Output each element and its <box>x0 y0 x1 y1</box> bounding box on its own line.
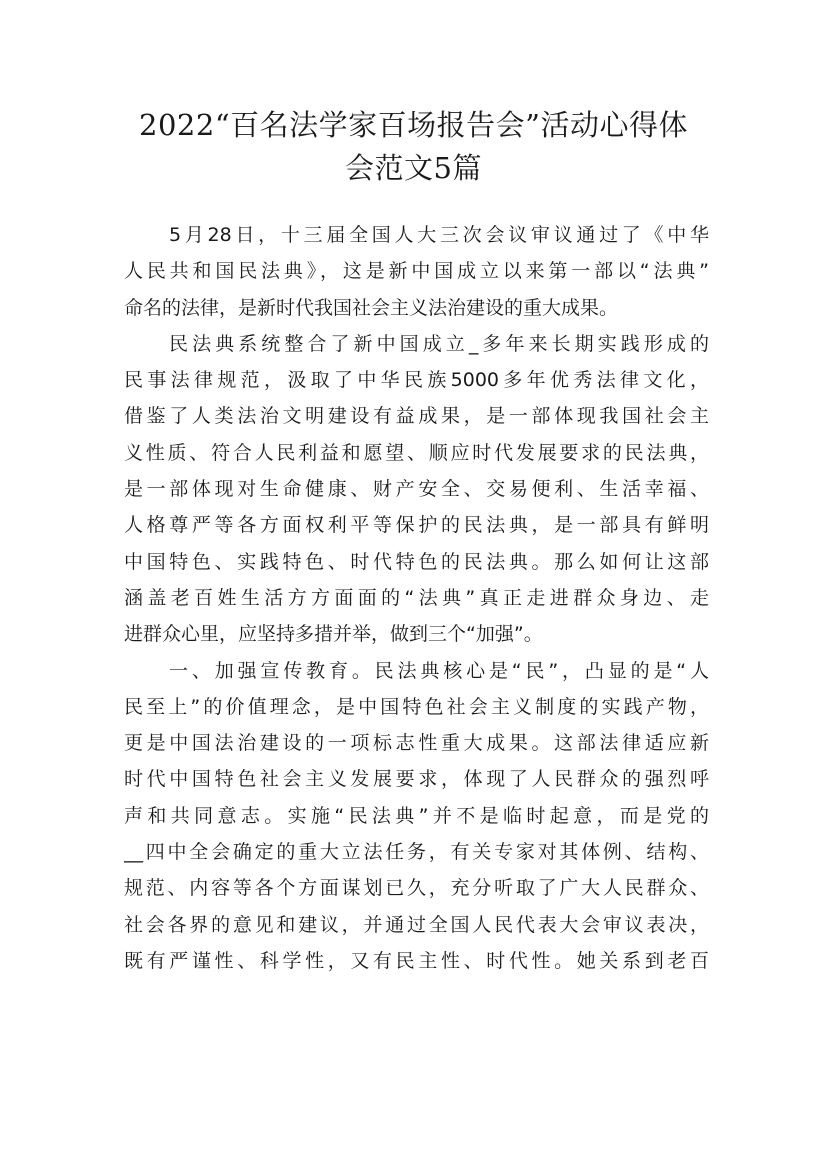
paragraph-2-line: 涵盖老百姓生活方方面面的“法典”真正走进群众身边、走 <box>124 586 709 609</box>
document-title-line-2: 会范文5篇 <box>345 151 482 185</box>
paragraph-3-line: 更是中国法治建设的一项标志性重大成果。这部法律适应新 <box>124 732 709 755</box>
document-title-line-1: 2022“百名法学家百场报告会”活动心得体 <box>139 108 688 142</box>
paragraph-2-line: 是一部体现对生命健康、财产安全、交易便利、生活幸福、 <box>124 478 709 501</box>
paragraph-2-line: 借鉴了人类法治文明建设有益成果，是一部体现我国社会主 <box>124 405 709 428</box>
paragraph-2-line: 进群众心里，应坚持多措并举，做到三个“加强”。 <box>124 623 543 646</box>
paragraph-2-line: 民事法律规范，汲取了中华民族5000多年优秀法律文化， <box>124 369 709 392</box>
paragraph-1-line: 5月28日，十三届全国人大三次会议审议通过了《中华 <box>169 224 709 246</box>
paragraph-3-line: 时代中国特色社会主义发展要求，体现了人民群众的强烈呼 <box>124 768 709 791</box>
paragraph-1-line: 人民共和国民法典》，这是新中国成立以来第一部以“法典” <box>124 260 709 283</box>
paragraph-3-line: 一、加强宣传教育。民法典核心是“民”，凸显的是“人 <box>169 659 709 682</box>
paragraph-2-line: 人格尊严等各方面权利平等保护的民法典，是一部具有鲜明 <box>124 514 709 537</box>
paragraph-3-line: 规范、内容等各个方面谋划已久，充分听取了广大人民群众、 <box>124 877 709 900</box>
document-body <box>124 217 709 979</box>
paragraph-3-line: 社会各界的意见和建议，并通过全国人民代表大会审议表决， <box>124 913 709 936</box>
paragraph-1-line: 命名的法律，是新时代我国社会主义法治建设的重大成果。 <box>124 296 619 319</box>
paragraph-3-line: 既有严谨性、科学性，又有民主性、时代性。她关系到老百 <box>124 949 709 972</box>
paragraph-2-line: 民法典系统整合了新中国成立_多年来长期实践形成的 <box>169 332 709 355</box>
paragraph-3-line: __四中全会确定的重大立法任务，有关专家对其体例、结构、 <box>124 841 709 864</box>
paragraph-3-line: 声和共同意志。实施“民法典”并不是临时起意，而是党的 <box>124 804 709 827</box>
paragraph-2-line: 中国特色、实践特色、时代特色的民法典。那么如何让这部 <box>124 550 709 573</box>
paragraph-2-line: 义性质、符合人民利益和愿望、顺应时代发展要求的民法典， <box>124 441 709 464</box>
paragraph-3-line: 民至上”的价值理念，是中国特色社会主义制度的实践产物， <box>124 695 709 718</box>
